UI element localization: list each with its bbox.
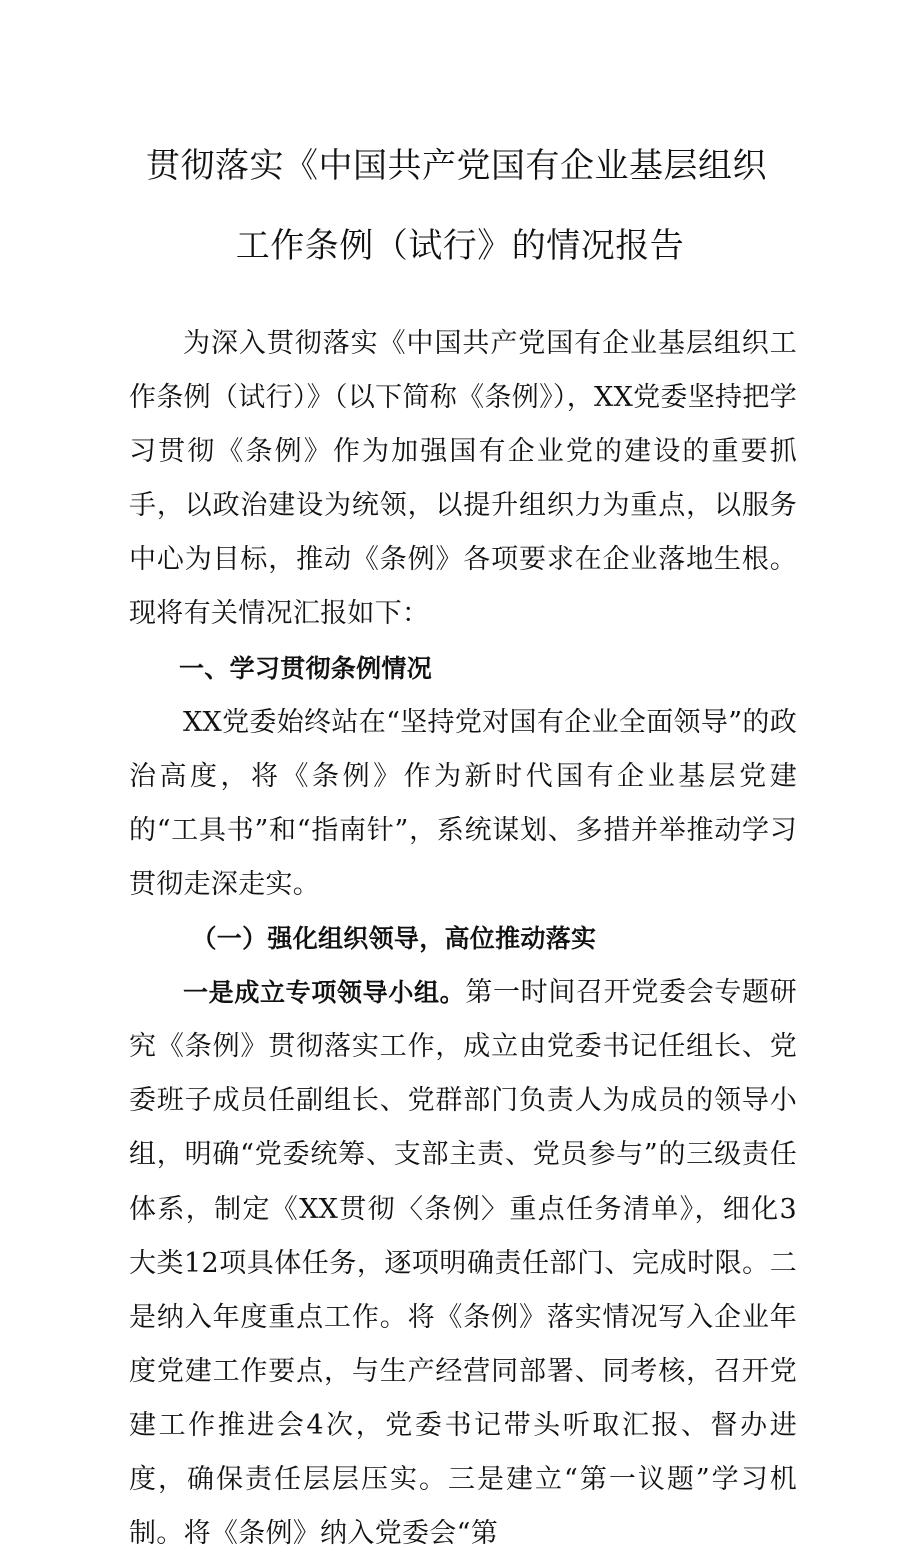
subsection-1-paragraph: [129, 966, 797, 1561]
paragraph-lead-phrase: 一是成立专项领导小组。: [183, 978, 466, 1008]
document-title-line-1: 贯彻落实《中国共产党国有企业基层组织: [146, 146, 767, 186]
document-body: [129, 317, 797, 1561]
section-1-paragraph: XX党委始终站在“坚持党对国有企业全面领导”的政治高度，将《条例》作为新时代国有企业基层党建的“工具书”和“指南针”，系统谋划、多措并举推动学习贯彻走深走实。: [129, 706, 797, 900]
section-1-heading: 一、学习贯彻条例情况: [179, 653, 433, 683]
document-title-line-2: 工作条例（试行》的情况报告: [235, 226, 685, 266]
intro-paragraph: 为深入贯彻落实《中国共产党国有企业基层组织工作条例（试行）》（以下简称《条例》），XX党委坚持把学习贯彻《条例》作为加强国有企业党的建设的重要抓手，以政治建设为统领，以提升组织力为重点，以服务中心为目标，推动《条例》各项要求在企业落地生根。现将有关情况汇报如下：: [129, 328, 797, 630]
paragraph-body-text: 第一时间召开党委会专题研究《条例》贯彻落实工作，成立由党委书记任组长、党委班子成员任副组长、党群部门负责人为成员的领导小组，明确“党委统筹、支部主责、党员参与”的三级责任体系，制定《XX贯彻〈条例〉重点任务清单》，细化3大类12项具体任务，逐项明确责任部门、完成时限。二是纳入年度重点工作。将《条例》落实情况写入企业年度党建工作要点，与生产经营同部署、同考核，召开党建工作推进会4次，党委书记带头听取汇报、督办进度，确保责任层层压实。三是建立“第一议题”学习机制。将《条例》纳入党委会“第: [129, 977, 797, 1550]
subsection-1-heading: （一）强化组织领导，高位推动落实: [191, 924, 597, 954]
